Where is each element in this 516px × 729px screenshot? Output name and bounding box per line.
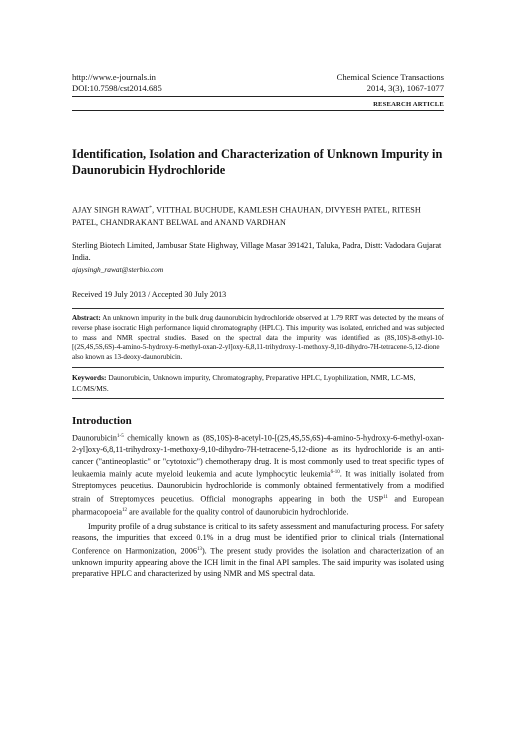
author-email[interactable]: ajaysingh_rawat@sterbio.com [72, 265, 164, 275]
paper-title: Identification, Isolation and Characterization of Unknown Impurity in Daunorubicin Hydrochloride [72, 147, 443, 177]
keywords-label: Keywords: [72, 373, 107, 383]
paragraph [72, 521, 444, 580]
keywords-box [72, 368, 444, 399]
text-run: are available for the quality control of daunorubicin hydrochloride. [127, 507, 349, 517]
citation: 1-5 [117, 434, 124, 440]
article-page [72, 72, 444, 580]
introduction-body [72, 431, 444, 580]
author-list [72, 202, 444, 229]
corresponding-author: AJAY SINGH RAWAT [72, 205, 150, 215]
citation: 12 [122, 507, 128, 513]
citation: 11 [383, 494, 388, 500]
citation: 6-10 [330, 470, 340, 476]
paragraph [72, 431, 444, 518]
text-run: chemically known as (8S,10S)-8-acetyl-10-[(2S,4S,5S,6S)-4-amino-5-hydroxy-6-methyl-oxan-2-yl]oxy-6,8,11-trihydroxy-1-methoxy-9,10-dihydro-7H-tetracene-5,12-dione as its hydrochloride is an anti-cancer ("antineoplastic" or "cytotoxic") chemotherapy drug. It is most commonly used to treat specific types of leukaemia mainly acute myeloid leukemia and acute lymphocytic leukemia [72, 433, 444, 479]
article-type: RESEARCH ARTICLE [373, 101, 444, 108]
abstract-box [72, 308, 444, 368]
text-run: . It was initially isolated from Streptomyces peucetius. Daunorubicin hydrochloride is commonly obtained fermentatively from a modified strain of Streptomyces peucetius. Official monographs appearing in both the USP [72, 469, 444, 504]
doi: DOI:10.7598/cst2014.685 [72, 83, 162, 93]
keywords-text: Daunorubicin, Unknown impurity, Chromatography, Preparative HPLC, Lyophilization, NMR, LC-MS, LC/MS/MS. [72, 373, 416, 394]
volume-info: 2014, 3(3), 1067-1077 [366, 83, 444, 93]
header-divider [72, 96, 444, 97]
affiliation: Sterling Biotech Limited, Jambusar State Highway, Village Masar 391421, Taluka, Padra, Distt: Vadodara Gujarat India. [72, 241, 442, 263]
abstract-label: Abstract: [72, 314, 101, 323]
section-heading: Introduction [72, 415, 132, 428]
text-run: ). The present study provides the isolation and characterization of an unknown impurity appearing above the ICH limit in the final API samples. The said impurity was isolated using preparative HPLC and characterized by using NMR and MS spectral data. [72, 546, 444, 579]
text-run: and European pharmacopoeia [72, 494, 444, 517]
received-accepted-dates: Received 19 July 2013 / Accepted 30 July 2013 [72, 290, 227, 300]
article-type-divider [72, 110, 444, 111]
text-run: Impurity profile of a drug substance is critical to its safety assessment and manufacturing process. For safety reasons, the impurities that exceed 0.1% in a drug must be identified prior to clinical trials (International Conference on Harmonization, 2006 [72, 521, 444, 556]
co-authors: , VITTHAL BUCHUDE, KAMLESH CHAUHAN, DIVYESH PATEL, RITESH PATEL, CHANDRAKANT BELWAL and ANAND VARDHAN [72, 205, 421, 227]
corresponding-mark: * [149, 205, 153, 211]
citation: 13 [196, 546, 202, 552]
journal-name: Chemical Science Transactions [336, 72, 444, 82]
journal-url[interactable]: http://www.e-journals.in [72, 72, 156, 82]
text-run: Daunorubicin [72, 433, 118, 443]
abstract-text: An unknown impurity in the bulk drug daunorubicin hydrochloride observed at 1.79 RRT was detected by the means of reverse phase isocratic High performance liquid chromatography (HPLC). This impurity was isolated, enriched and was subjected to mass and NMR spectral studies. Based on the spectral data the impurity was identified as (8S,10S)-8-ethyl-10-[(2S,4S,5S,6S)-4-amino-5-hydroxy-6-methyl-oxan-2-yl]oxy-6,8,11-trihydroxy-1-methoxy-9,10-dihydro-7H-tetracene-5,12-dione also known as 13-deoxy-daunorubicin. [72, 314, 444, 362]
journal-header [72, 72, 444, 94]
